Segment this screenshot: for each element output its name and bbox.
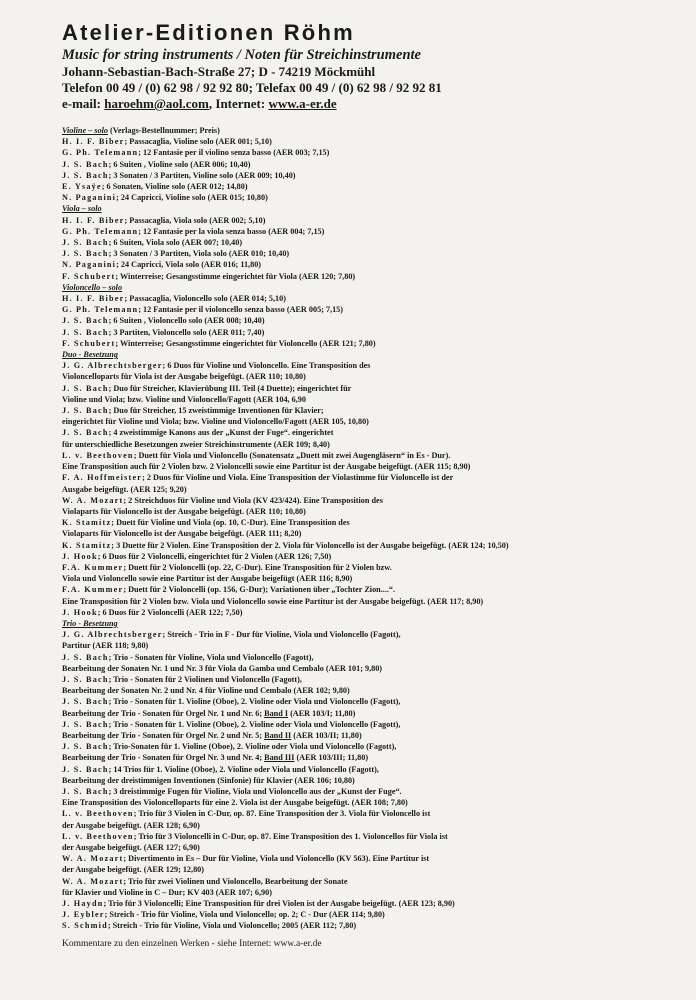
- catalog-entry-line: [62, 741, 652, 752]
- composer-name: J. S. Bach: [62, 170, 109, 180]
- catalog-entry-line: [62, 584, 652, 595]
- catalog-entry-line: [62, 864, 652, 875]
- catalog-entry-line: [62, 416, 652, 427]
- entry-text: ; Trio - Sonaten für 1. Violine (Oboe), 2. Violine oder Viola und Violoncello (Fagott),: [108, 719, 401, 729]
- catalog-entry-line: [62, 181, 652, 192]
- entry-text: ; 6 Sonaten, Violine solo (AER 012; 14,80): [101, 182, 248, 192]
- entry-text: ; Passacaglia, Viola solo (AER 002; 5,10): [124, 215, 266, 225]
- composer-name: J. S. Bach: [62, 327, 109, 337]
- entry-text: ; 14 Trios für 1. Violine (Oboe), 2. Violine oder Viola und Violoncello (Fagott),: [108, 764, 379, 774]
- entry-text: ; 12 Fantasie per la viola senza basso (AER 004; 7,15): [138, 226, 325, 236]
- entry-text: eingerichtet für Violine und Viola; bzw. Violine und Violoncello/Fagott (AER 105, 10,80): [62, 417, 369, 427]
- entry-text: ; Trio für 3 Violoncelli in C-Dur, op. 87. Eine Transposition des 1. Violoncellos für Viola ist: [133, 831, 448, 841]
- catalog-entry-line: [62, 898, 652, 909]
- email-label: e-mail:: [62, 96, 105, 111]
- catalog-entry-line: [62, 764, 652, 775]
- entry-text: Violaparts für Violoncello ist der Ausgabe beigefügt. (AER 111; 8,20): [62, 529, 302, 539]
- catalog-entry-line: [62, 730, 652, 741]
- catalog-entry-line: [62, 159, 652, 170]
- composer-name: F.A. Kummer: [62, 562, 124, 572]
- catalog-entry-line: [62, 920, 652, 931]
- entry-text: ; Trio-Sonaten für 1. Violine (Oboe), 2. Violine oder Viola und Violoncello (Fagott),: [108, 742, 397, 752]
- entry-text: der Ausgabe beigefügt. (AER 128; 6,90): [62, 820, 200, 830]
- entry-text: ; 4 zweistimmige Kanons aus der „Kunst der Fuge“. eingerichtet: [108, 428, 334, 438]
- entry-text: ; Streich - Trio in F - Dur für Violine, Viola und Violoncello (Fagott),: [162, 630, 401, 640]
- entry-text: ; Duett für 2 Violoncelli (op. 22, C-Dur). Eine Transposition für 2 Violen bzw.: [123, 562, 392, 572]
- volume-label: Band I: [264, 708, 289, 718]
- composer-name: N. Paganini: [62, 193, 117, 203]
- entry-text: ; Duett für Violine und Viola (op. 10, C-Dur). Eine Transposition des: [111, 518, 350, 528]
- catalog-entry-line: [62, 439, 652, 450]
- composer-name: J. S. Bach: [62, 249, 109, 259]
- entry-text: (AER 103/I; 11,80): [288, 708, 356, 718]
- catalog-entry-line: [62, 327, 652, 338]
- catalog-entry-line: [62, 808, 652, 819]
- catalog-entry-line: [62, 383, 652, 394]
- catalog-entry-line: [62, 248, 652, 259]
- entry-text: ; Duo für Streicher, 15 zweistimmige Inventionen für Klavier;: [108, 406, 324, 416]
- composer-name: N. Paganini: [62, 260, 117, 270]
- entry-text: ; 2 Duos für Violine und Viola. Eine Transposition der Violastimme für Violoncello ist der: [142, 473, 454, 483]
- composer-name: J. G. Albrechtsberger: [62, 361, 163, 371]
- catalog-entry-line: [62, 909, 652, 920]
- entry-text: ; 3 Sonaten / 3 Partiten, Violine solo (AER 009; 10,40): [108, 170, 296, 180]
- contact-line: [62, 96, 662, 112]
- entry-text: ; Trio für 3 Violen in C-Dur, op. 87. Eine Transposition der 3. Viola für Violoncello ist: [133, 809, 431, 819]
- catalog-entry-line: [62, 640, 652, 651]
- catalog-entry-line: [62, 192, 652, 203]
- volume-label: Band II: [264, 730, 292, 740]
- entry-text: Eine Transposition für 2 Violen bzw. Viola und Violoncello sowie eine Partitur ist der Ausgabe beigefügt. (AER 117; 8,90): [62, 596, 484, 606]
- entry-text: ; 3 Partiten, Violoncello solo (AER 011; 7,40): [108, 327, 265, 337]
- catalog-entry-line: [62, 495, 652, 506]
- entry-text: ; Duo für Streicher, Klavierübung III. Teil (4 Duette); eingerichtet für: [108, 383, 352, 393]
- catalog-entry-line: [62, 484, 652, 495]
- composer-name: F. Schubert: [62, 338, 116, 348]
- catalog-entry-line: [62, 293, 652, 304]
- catalog-list: [62, 125, 652, 932]
- catalog-entry-line: [62, 786, 652, 797]
- composer-name: J. S. Bach: [62, 742, 109, 752]
- section-heading: [62, 203, 652, 214]
- entry-text: ; Trio für 3 Violoncelli; Eine Transposition für drei Violen ist der Ausgabe beigefügt. (AER 123; 8,90): [103, 899, 455, 909]
- entry-text: für unterschiedliche Besetzungen zweier Streichinstrumente (AER 109; 8,40): [62, 439, 330, 449]
- catalog-entry-line: [62, 652, 652, 663]
- composer-name: J. S. Bach: [62, 159, 109, 169]
- entry-text: ; Streich - Trio für Violine, Viola und Violoncello; op. 2; C - Dur (AER 114; 9,80): [104, 910, 385, 920]
- composer-name: H. I. F. Biber: [62, 294, 125, 304]
- entry-text: (AER 103/III; 11,80): [294, 753, 369, 763]
- catalog-entry-line: [62, 371, 652, 382]
- catalog-entry-line: [62, 147, 652, 158]
- catalog-entry-line: [62, 820, 652, 831]
- email-link[interactable]: haroehm@aol.com: [104, 96, 209, 111]
- entry-text: ; 6 Duos für Violine und Violoncello. Eine Transposition des: [162, 361, 371, 371]
- section-heading: [62, 282, 652, 293]
- entry-text: ; 12 Fantasie per il violoncello senza basso (AER 005; 7,15): [138, 305, 344, 315]
- catalog-entry-line: [62, 607, 652, 618]
- section-note: (Verlags-Bestellnummer; Preis): [107, 126, 220, 135]
- entry-text: ; Passacaglia, Violoncello solo (AER 014; 5,10): [124, 294, 286, 304]
- composer-name: F. A. Hoffmeister: [62, 473, 143, 483]
- entry-text: ; Passacaglia, Violine solo (AER 001; 5,10): [124, 137, 272, 147]
- publisher-name: Atelier-Editionen Röhm: [62, 20, 355, 45]
- entry-text: ; Winterreise; Gesangsstimme eingerichtet für Viola (AER 120; 7,80): [115, 271, 356, 281]
- entry-text: ; Trio - Sonaten für 1. Violine (Oboe), 2. Violine oder Viola und Violoncello (Fagott),: [108, 697, 401, 707]
- entry-text: der Ausgabe beigefügt. (AER 129; 12,80): [62, 865, 204, 875]
- entry-text: ; Duett für Viola und Violoncello (Sonatensatz „Duett mit zwei Augengläsern“ in Es - Dur).: [133, 450, 451, 460]
- catalog-entry-line: [62, 752, 652, 763]
- catalog-entry-line: [62, 876, 652, 887]
- catalog-entry-line: [62, 237, 652, 248]
- catalog-entry-line: [62, 853, 652, 864]
- entry-text: (AER 103/II; 11,80): [291, 730, 362, 740]
- entry-text: Bearbeitung der Sonaten Nr. 1 und Nr. 3 für Viola da Gamba und Cembalo (AER 101; 9,80): [62, 663, 383, 673]
- section-heading: [62, 618, 652, 629]
- catalog-entry-line: [62, 450, 652, 461]
- catalog-entry-line: [62, 674, 652, 685]
- catalog-entry-line: [62, 271, 652, 282]
- catalog-entry-line: [62, 360, 652, 371]
- composer-name: J. S. Bach: [62, 719, 109, 729]
- catalog-entry-line: [62, 215, 652, 226]
- section-heading: [62, 349, 652, 360]
- catalog-entry-line: [62, 304, 652, 315]
- entry-text: Eine Transposition des Violoncelloparts für eine 2. Viola ist der Ausgabe beigefügt. (AER 108; 7,80): [62, 798, 408, 808]
- catalog-entry-line: [62, 629, 652, 640]
- entry-text: ; Divertimento in Es – Dur für Violine, Viola und Violoncello (KV 563). Eine Partitur ist: [123, 854, 430, 864]
- section-title: Duo - Besetzung: [62, 350, 118, 360]
- composer-name: L. v. Beethoven: [62, 450, 134, 460]
- catalog-entry-line: [62, 887, 652, 898]
- composer-name: J. S. Bach: [62, 674, 109, 684]
- entry-text: ; 3 Duette für 2 Violen. Eine Transposition der 2. Viola für Violoncello ist der Ausgabe beigefügt. (AER 124; 10,50): [111, 540, 509, 550]
- entry-text: ; 6 Suiten , Violoncello solo (AER 008; 10,40): [108, 316, 265, 326]
- composer-name: W. A. Mozart: [62, 854, 124, 864]
- catalog-entry-line: [62, 472, 652, 483]
- entry-text: der Ausgabe beigefügt. (AER 127; 6,90): [62, 843, 200, 852]
- composer-name: J. G. Albrechtsberger: [62, 630, 163, 640]
- catalog-entry-line: [62, 517, 652, 528]
- catalog-entry-line: [62, 696, 652, 707]
- composer-name: J. S. Bach: [62, 383, 109, 393]
- publisher-subtitle: Music for string instruments / Noten für Streichinstrumente: [62, 47, 421, 63]
- website-link[interactable]: www.a-er.de: [268, 96, 337, 111]
- entry-text: ; Trio - Sonaten für Violine, Viola und Violoncello (Fagott),: [108, 652, 314, 662]
- entry-text: ; 6 Suiten, Viola solo (AER 007; 10,40): [108, 238, 243, 248]
- entry-text: ; 2 Streichduos für Violine und Viola (KV 423/424). Eine Transposition des: [123, 495, 383, 505]
- entry-text: für Klavier und Violine in C – Dur; KV 403 (AER 107; 6,90): [62, 887, 272, 897]
- entry-text: Violoncelloparts für Viola ist der Ausgabe beigefügt. (AER 110; 10,80): [62, 372, 306, 382]
- composer-name: J. Hook: [62, 607, 98, 617]
- composer-name: L. v. Beethoven: [62, 831, 134, 841]
- composer-name: G. Ph. Telemann: [62, 148, 139, 158]
- composer-name: J. S. Bach: [62, 652, 109, 662]
- entry-text: Bearbeitung der Sonaten Nr. 2 und Nr. 4 für Violine und Cembalo (AER 102; 9,80): [62, 686, 350, 696]
- composer-name: F.A. Kummer: [62, 585, 124, 595]
- catalog-entry-line: [62, 461, 652, 472]
- section-title: Violoncello – solo: [62, 282, 123, 292]
- entry-text: Bearbeitung der Trio - Sonaten für Orgel Nr. 2 und Nr. 5;: [62, 730, 265, 740]
- volume-label: Band III: [264, 753, 295, 763]
- catalog-entry-line: [62, 708, 652, 719]
- section-title: Viola – solo: [62, 204, 102, 214]
- entry-text: ; 6 Duos für 2 Violoncelli (AER 122; 7,50): [97, 607, 243, 617]
- composer-name: J. S. Bach: [62, 238, 109, 248]
- catalog-entry-line: [62, 427, 652, 438]
- entry-text: ; 12 Fantasie per il violino senza basso (AER 003; 7,15): [138, 148, 330, 158]
- composer-name: J. S. Bach: [62, 316, 109, 326]
- composer-name: J. S. Bach: [62, 406, 109, 416]
- catalog-entry-line: [62, 226, 652, 237]
- catalog-entry-line: [62, 136, 652, 147]
- composer-name: G. Ph. Telemann: [62, 305, 139, 315]
- entry-text: Bearbeitung der Trio - Sonaten für Orgel Nr. 1 und Nr. 6;: [62, 708, 265, 718]
- entry-text: Partitur (AER 118; 9,80): [62, 641, 149, 651]
- composer-name: J. S. Bach: [62, 428, 109, 438]
- catalog-entry-line: [62, 685, 652, 696]
- composer-name: W. A. Mozart: [62, 876, 124, 886]
- entry-text: Bearbeitung der dreistimmigen Inventionen (Sinfonie) für Klavier (AER 106; 10,80): [62, 775, 355, 785]
- catalog-entry-line: [62, 170, 652, 181]
- postal-address: Johann-Sebastian-Bach-Straße 27; D - 74219 Möckmühl: [62, 64, 376, 79]
- composer-name: G. Ph. Telemann: [62, 226, 139, 236]
- phone-fax: Telefon 00 49 / (0) 62 98 / 92 92 80; Telefax 00 49 / (0) 62 98 / 92 92 81: [62, 80, 442, 95]
- catalog-entry-line: [62, 405, 652, 416]
- composer-name: E. Ysaÿe: [62, 182, 102, 192]
- composer-name: J. Eybler: [62, 910, 105, 920]
- catalog-entry-line: [62, 338, 652, 349]
- composer-name: F. Schubert: [62, 271, 116, 281]
- composer-name: J. S. Bach: [62, 764, 109, 774]
- catalog-entry-line: [62, 831, 652, 842]
- internet-label: , Internet:: [208, 96, 269, 111]
- composer-name: J. Haydn: [62, 899, 104, 909]
- entry-text: Violine und Viola; bzw. Violine und Violoncello/Fagott (AER 104, 6,90: [62, 394, 306, 404]
- catalog-entry-line: [62, 394, 652, 405]
- composer-name: J. S. Bach: [62, 786, 109, 796]
- composer-name: K. Stamitz: [62, 518, 112, 528]
- entry-text: ; 24 Capricci, Violine solo (AER 015; 10,80): [116, 193, 268, 203]
- catalog-entry-line: [62, 663, 652, 674]
- catalog-entry-line: [62, 797, 652, 808]
- entry-text: ; 6 Duos für 2 Violoncelli, eingerichtet für 2 Violen (AER 126; 7,50): [97, 551, 332, 561]
- composer-name: J. S. Bach: [62, 697, 109, 707]
- entry-text: ; Trio - Sonaten für 2 Violinen und Violoncello (Fagott),: [108, 674, 302, 684]
- composer-name: K. Stamitz: [62, 540, 112, 550]
- entry-text: Viola und Violoncello sowie eine Partitur ist der Ausgabe beigefügt (AER 116; 8,90): [62, 574, 353, 584]
- catalog-entry-line: [62, 315, 652, 326]
- catalog-entry-line: [62, 775, 652, 786]
- letterhead: [62, 20, 662, 112]
- footer-note: Kommentare zu den einzelnen Werken - siehe Internet: www.a-er.de: [62, 939, 322, 949]
- entry-text: ; 6 Suiten , Violine solo (AER 006; 10,40): [108, 159, 251, 169]
- catalog-entry-line: [62, 528, 652, 539]
- entry-text: ; Winterreise; Gesangsstimme eingerichtet für Violoncello (AER 121; 7,80): [115, 338, 376, 348]
- composer-name: J. Hook: [62, 551, 98, 561]
- composer-name: W. A. Mozart: [62, 495, 124, 505]
- catalog-entry-line: [62, 596, 652, 607]
- entry-text: ; 3 Sonaten / 3 Partiten, Viola solo (AER 010; 10,40): [108, 249, 290, 259]
- entry-text: ; Streich - Trio für Violine, Viola und Violoncello; 2005 (AER 112; 7,80): [107, 921, 357, 931]
- composer-name: H. I. F. Biber: [62, 137, 125, 147]
- composer-name: S. Schmid: [62, 921, 108, 931]
- composer-name: H. I. F. Biber: [62, 215, 125, 225]
- entry-text: ; 24 Capricci, Viola solo (AER 016; 11,80): [116, 260, 262, 270]
- catalog-entry-line: [62, 506, 652, 517]
- entry-text: ; Trio für zwei Violinen und Violoncello, Bearbeitung der Sonate: [123, 876, 348, 886]
- section-heading: [62, 125, 652, 136]
- entry-text: ; 3 dreistimmige Fugen für Violine, Viola und Violoncello aus der „Kunst der Fuge“.: [108, 786, 402, 796]
- catalog-entry-line: [62, 573, 652, 584]
- entry-text: Violaparts für Violoncello ist der Ausgabe beigefügt. (AER 110; 10,80): [62, 506, 306, 516]
- section-title: Violine – solo: [62, 126, 108, 135]
- catalog-entry-line: [62, 562, 652, 573]
- catalog-entry-line: [62, 842, 652, 853]
- entry-text: ; Duett für 2 Violoncelli (op. 156, G-Dur); Variationen über „Tochter Zion....“.: [123, 585, 396, 595]
- entry-text: Ausgabe beigefügt. (AER 125; 9,20): [62, 484, 187, 494]
- composer-name: L. v. Beethoven: [62, 809, 134, 819]
- entry-text: Bearbeitung der Trio - Sonaten für Orgel Nr. 3 und Nr. 4;: [62, 753, 265, 763]
- catalog-entry-line: [62, 540, 652, 551]
- catalog-entry-line: [62, 551, 652, 562]
- entry-text: Eine Transposition auch für 2 Violen bzw. 2 Violoncelli sowie eine Partitur ist der Ausgabe beigefügt. (AER 115; 8,90): [62, 462, 471, 472]
- section-title: Trio - Besetzung: [62, 618, 118, 628]
- catalog-entry-line: [62, 719, 652, 730]
- catalog-entry-line: [62, 259, 652, 270]
